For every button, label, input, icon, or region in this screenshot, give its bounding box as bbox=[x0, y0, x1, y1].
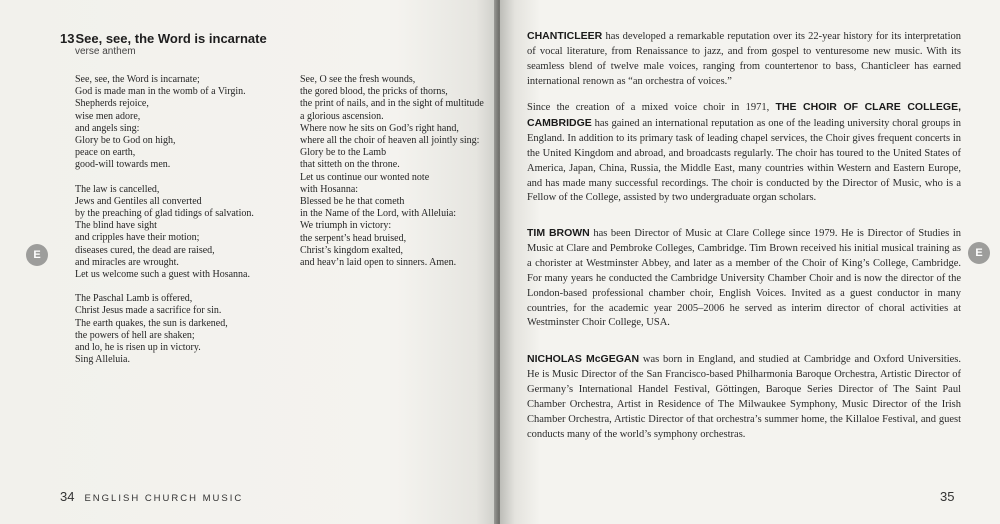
lyric-line: Christ’s kingdom exalted, bbox=[300, 244, 404, 256]
lyric-line: and heav’n laid open to sinners. Amen. bbox=[300, 257, 457, 269]
bio-name: THE CHOIR OF CLARE COLLEGE, CAMBRIDGE bbox=[527, 101, 961, 129]
lyric-line: Jews and Gentiles all converted bbox=[75, 195, 202, 207]
anthem-title bbox=[60, 31, 267, 46]
lyric-line: and cripples have their motion; bbox=[75, 232, 200, 244]
lyric-line: We triumph in victory: bbox=[300, 220, 392, 232]
lyric-line: wise men adore, bbox=[75, 110, 141, 122]
lyric-line: diseases cured, the dead are raised, bbox=[75, 244, 215, 256]
bio-text: has gained an international reputation as one of the leading university choral groups in England. In addition to its primary task of leading chapel services, the Choir gives frequent concerts in the United Kingdom and abroad, and broadcasts regularly. The choir has toured to the United States of America, Japan, China, Russia, the Middle East, many countries within Western and Eastern Europe, and has made many successful recordings. The choir is conducted by the Director of Music, who is a Fellow of the College, assisted by two undergraduate organ scholars. bbox=[527, 117, 961, 204]
running-head: ENGLISH CHURCH MUSIC bbox=[84, 493, 244, 504]
page-number: 35 bbox=[940, 489, 955, 504]
language-marker: E bbox=[968, 242, 990, 264]
lyrics-column-1 bbox=[75, 74, 254, 378]
lyric-line: in the Name of the Lord, with Alleluia: bbox=[300, 208, 457, 220]
lyric-line: the powers of hell are shaken; bbox=[75, 329, 195, 341]
lyric-line: the serpent’s head bruised, bbox=[300, 232, 407, 244]
bio-name: TIM BROWN bbox=[527, 227, 590, 239]
page-number: 34 bbox=[60, 489, 75, 504]
lyric-line: Blessed be he that cometh bbox=[300, 196, 405, 208]
lyric-line: by the preaching of glad tidings of salvation. bbox=[75, 208, 254, 220]
title-text: See, see, the Word is incarnate bbox=[75, 31, 267, 46]
lyric-line: Where now he sits on God’s right hand, bbox=[300, 122, 459, 134]
bio-prefix: Since the creation of a mixed voice choir in 1971, bbox=[527, 102, 776, 113]
lyric-line: that sitteth on the throne. bbox=[300, 159, 400, 171]
left-page bbox=[0, 0, 496, 524]
lyric-line: Let us welcome such a guest with Hosanna. bbox=[75, 269, 250, 281]
stanza bbox=[75, 74, 254, 172]
lyric-line: peace on earth, bbox=[75, 147, 136, 159]
lyric-line: good-will towards men. bbox=[75, 159, 171, 171]
lyric-line: Glory be to the Lamb bbox=[300, 147, 387, 159]
anthem-subtitle: verse anthem bbox=[75, 46, 136, 57]
lyric-line: a glorious ascension. bbox=[300, 110, 384, 122]
lyric-line: The law is cancelled, bbox=[75, 183, 160, 195]
lyric-line: See, O see the fresh wounds, bbox=[300, 74, 416, 85]
lyric-line: Let us continue our wonted note bbox=[300, 171, 430, 183]
stanza bbox=[75, 293, 254, 366]
track-number: 13 bbox=[60, 31, 75, 46]
lyric-line: the print of nails, and in the sight of multitude bbox=[300, 98, 484, 110]
bio-name: CHANTICLEER bbox=[527, 30, 603, 42]
lyric-line: and miracles are wrought. bbox=[75, 256, 179, 268]
lyric-line: and lo, he is risen up in victory. bbox=[75, 342, 201, 354]
lyric-line: The blind have sight bbox=[75, 220, 157, 232]
lyric-line: and angels sing: bbox=[75, 122, 140, 134]
bio-nicholas-mcgegan bbox=[527, 352, 961, 442]
bio-text: was born in England, and studied at Cambridge and Oxford Universities. He is Music Director of the San Francisco-based Philharmonia Baroque Orchestra, Artistic Director of Germany’s International Handel Festival, Göttingen, Baroque Series Director of The Saint Paul Chamber Orchestra, Artist in Residence of The Milwaukee Symphony, Music Director of the Irish Chamber Orchestra, Artistic Director of that orchestra’s summer home, the Killaloe Festival, and guest conducts many of the world’s symphony orchestras. bbox=[527, 354, 962, 440]
lyric-line: with Hosanna: bbox=[300, 183, 359, 195]
lyric-line: See, see, the Word is incarnate; bbox=[75, 74, 200, 85]
lyric-line: Glory be to God on high, bbox=[75, 135, 176, 147]
stanza bbox=[75, 184, 254, 282]
lyric-line: where all the choir of heaven all jointly sing: bbox=[300, 135, 480, 147]
bio-text: has developed a remarkable reputation over its 22-year history for its interpretation of vocal literature, from Renaissance to jazz, and from gospel to venturesome new music. With its seamless blend of twelve male voices, ranging from countertenor to bass, Chanticleer has earned international renown as “an orchestra of voices.” bbox=[527, 31, 961, 87]
lyric-line: Sing Alleluia. bbox=[75, 354, 130, 366]
lyrics-column-2 bbox=[300, 74, 484, 281]
lyric-line: God is made man in the womb of a Virgin. bbox=[75, 86, 246, 98]
bio-text: has been Director of Music at Clare College since 1979. He is Director of Studies in Music at Clare and Pembroke Colleges, Cambridge. Tim Brown received his initial musical training as a chorister at Westminster Abbey, and later as a member of the Choir of King’s College, Cambridge. For many years he conducted the Cambridge University Chamber Choir and is now the director of the London-based professional chamber choir, English Voices. Invited as a guest conductor in many countries, for the academic year 2005–2006 he served as interim director of choral activities at Westminster Choir College, USA. bbox=[527, 228, 962, 329]
bio-clare-college bbox=[527, 100, 961, 206]
lyric-line: The earth quakes, the sun is darkened, bbox=[75, 317, 228, 329]
bio-tim-brown bbox=[527, 226, 961, 331]
lyric-line: The Paschal Lamb is offered, bbox=[75, 293, 193, 305]
bio-chanticleer bbox=[527, 29, 961, 90]
stanza bbox=[300, 74, 484, 269]
lyric-line: Christ Jesus made a sacrifice for sin. bbox=[75, 305, 222, 317]
left-folio bbox=[60, 489, 243, 504]
language-marker: E bbox=[26, 244, 48, 266]
lyric-line: the gored blood, the pricks of thorns, bbox=[300, 86, 448, 98]
bio-name: NICHOLAS McGEGAN bbox=[527, 353, 640, 365]
lyric-line: Shepherds rejoice, bbox=[75, 98, 149, 110]
